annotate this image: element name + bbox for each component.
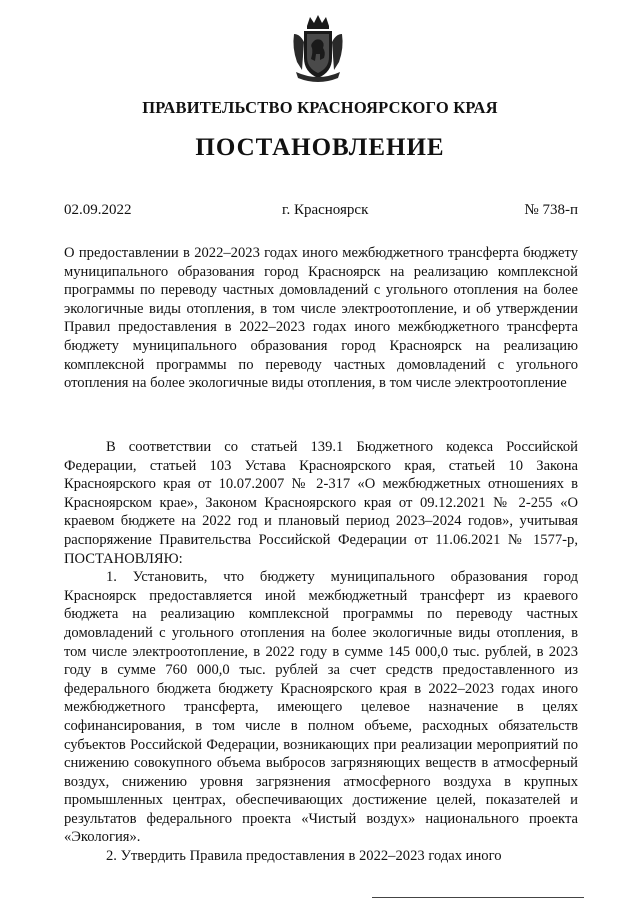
document-city: г. Красноярск — [282, 202, 369, 218]
item-1-paragraph: 1. Установить, что бюджету муниципального образования город Красноярск предоставляется иной межбюджетный трансферт из краевого бюджета на реализацию комплексной программы по переводу частных домовладений с угольного отопления на более экологичные виды отопления, в том числе электроотопление, в 2022 году в сумме 145 000,0 тыс. рублей, в 2023 году в сумме 760 000,0 тыс. рублей за счет средств предоставленного из федерального бюджета бюджету Красноярского края в 2022–2023 годах иного межбюджетного трансферта, имеющего целевое назначение в целях софинансирования, в том числе в полном объеме, расходных обязательств субъектов Российской Федерации, возникающих при реализации мероприятий по снижению совокупного объема выбросов загрязняющих веществ в атмосферный воздух, снижению уровня загрязнения атмосферного воздуха в крупных промышленных центрах, обеспечивающих достижение целей, показателей и результатов федерального проекта «Чистый воздух» национального проекта «Экология». — [64, 569, 578, 846]
coat-of-arms-icon — [290, 12, 346, 84]
document-number: № 738-п — [524, 202, 578, 218]
document-date: 02.09.2022 — [64, 202, 132, 218]
government-title: ПРАВИТЕЛЬСТВО КРАСНОЯРСКОГО КРАЯ — [142, 98, 498, 117]
document-subject: О предоставлении в 2022–2023 годах иного межбюджетного трансферта бюджету муниципального образования город Красноярск на реализацию комплексной программы по переводу частных домовладений с угольного отопления на более экологичные виды отопления, в том числе электроотопление, и об утверждении Правил предоставления в 2022–2023 годах иного межбюджетного трансферта бюджету муниципального образования город Красноярск на реализацию комплексной программы по переводу частных домовладений с угольного отопления на более экологичные виды отопления, в том числе электроотопление — [64, 245, 578, 392]
preamble-paragraph: В соответствии со статьей 139.1 Бюджетного кодекса Российской Федерации, статьей 103 Устава Красноярского края, статьей 10 Закона Красноярского края от 10.07.2007 № 2-317 «О межбюджетных отношениях в Красноярском крае», Законом Красноярского края от 09.12.2021 № 2-255 «О краевом бюджете на 2022 год и плановый период 2023–2024 годов», учитывая распоряжение Правительства Российской Федерации от 11.06.2021 № 1577-р, ПОСТАНОВЛЯЮ: — [64, 439, 578, 567]
page-divider — [372, 897, 584, 898]
item-2-paragraph: 2. Утвердить Правила предоставления в 2022–2023 годах иного — [106, 848, 502, 865]
document-type: ПОСТАНОВЛЕНИЕ — [195, 134, 445, 161]
document-body — [64, 438, 578, 866]
document-meta — [64, 202, 578, 222]
